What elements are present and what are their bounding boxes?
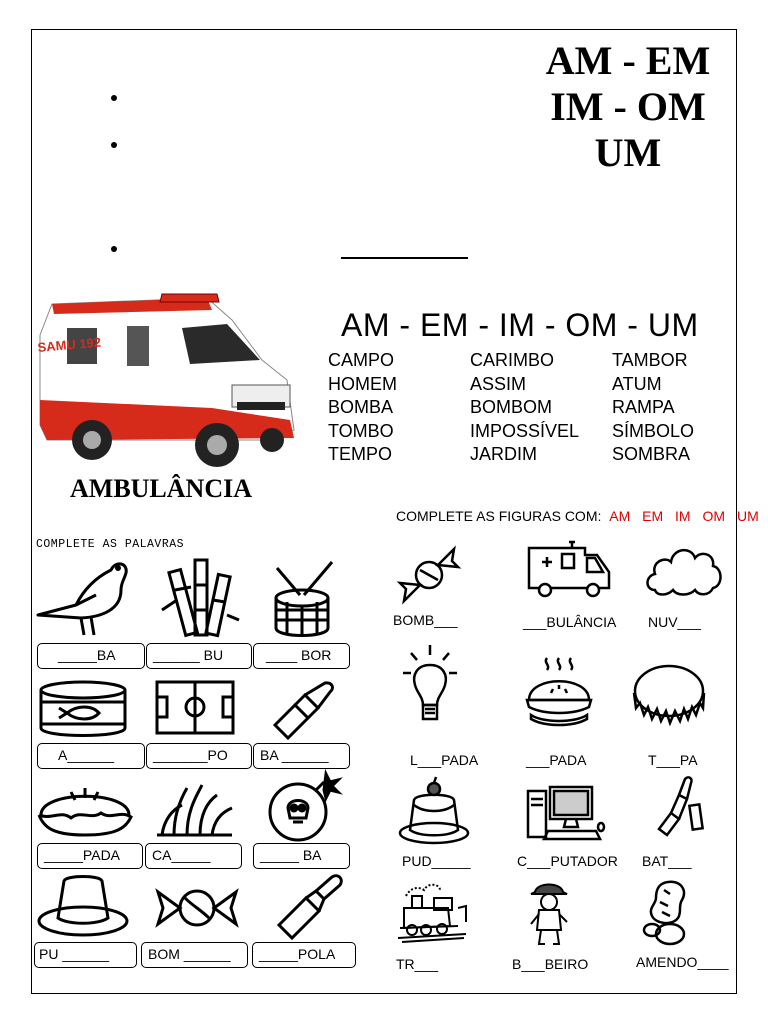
ambulance-plate: SAMU 192 (36, 334, 102, 355)
bullet-3 (111, 246, 117, 252)
tuna-can-icon (37, 680, 129, 740)
pudding-icon (398, 775, 470, 845)
figure-label: C___PUTADOR (517, 853, 618, 869)
firefighter-icon (527, 880, 572, 948)
answer-box[interactable] (37, 843, 143, 869)
word: RAMPA (612, 397, 675, 417)
word: TOMBO (328, 420, 394, 441)
bullet-1 (111, 95, 117, 101)
answer-text: _______PO (153, 747, 228, 763)
figure-label: ___BULÂNCIA (523, 614, 617, 630)
train-icon (398, 878, 468, 946)
figure-label: AMENDO____ (636, 954, 729, 970)
cloud-icon (643, 538, 725, 600)
answer-text: _____PADA (44, 847, 121, 863)
answer-box[interactable] (146, 743, 252, 769)
pudding-icon (36, 873, 131, 938)
candy-icon (153, 880, 241, 935)
word-column-2 (470, 349, 579, 467)
bullet-2 (111, 142, 117, 148)
word: HOMEM (328, 373, 397, 394)
computer-icon (526, 785, 604, 845)
figure-label: L___PADA (410, 752, 479, 768)
title-line-3: UM (594, 130, 662, 175)
word: BOMBA (328, 397, 394, 417)
figure-label: B___BEIRO (512, 956, 589, 972)
word: BOMBOM (470, 397, 553, 417)
ambulance-caption: AMBULÂNCIA (70, 474, 252, 503)
word: CARIMBO (470, 350, 555, 370)
figure-label: TR___ (396, 956, 439, 972)
answer-text: PU ______ (39, 946, 110, 962)
answer-box[interactable] (141, 942, 248, 968)
answer-box[interactable] (146, 643, 252, 669)
answer-text: ____ BOR (266, 647, 332, 663)
pigeon-icon (36, 555, 131, 640)
answer-text: _____BA (58, 647, 116, 663)
syllable-im: IM (675, 508, 691, 524)
syllable-um: UM (736, 508, 759, 524)
bomb-icon (268, 770, 343, 842)
bamboo-icon (157, 555, 242, 640)
lipstick-icon (655, 775, 707, 840)
figure-label: NUV___ (648, 614, 701, 630)
title-line-1: AM - EM (545, 38, 711, 83)
word-table-heading: AM - EM - IM - OM - UM (341, 307, 699, 343)
title-line-2: IM - OM (550, 84, 706, 129)
word-column-1 (328, 349, 397, 467)
word: ASSIM (470, 373, 527, 394)
answer-box[interactable] (253, 843, 350, 869)
answer-box[interactable] (253, 643, 350, 669)
ambulance-icon (527, 540, 612, 598)
grass-icon (152, 780, 237, 838)
answer-text: _____POLA (259, 946, 336, 962)
pie-icon (523, 655, 595, 735)
page-title (520, 38, 736, 176)
answer-box[interactable] (252, 942, 356, 968)
right-instruction (396, 508, 759, 524)
figure-label: T___PA (648, 752, 698, 768)
word: TAMBOR (612, 350, 688, 370)
figure-label: ___PADA (526, 752, 587, 768)
answer-text: BA ______ (260, 747, 329, 763)
answer-box[interactable] (37, 743, 145, 769)
figure-label: BAT___ (642, 853, 692, 869)
word: SOMBRA (612, 444, 691, 464)
word: IMPOSSÍVEL (470, 420, 580, 441)
right-instruction-text: COMPLETE AS FIGURAS COM: (396, 508, 602, 524)
answer-box[interactable] (37, 643, 145, 669)
figure-label: BOMB___ (393, 612, 458, 628)
syllable-am: AM (609, 508, 631, 524)
pie-icon (36, 780, 134, 838)
soccer-field-icon (155, 680, 235, 735)
syllable-em: EM (642, 508, 664, 524)
answer-box[interactable] (34, 942, 137, 968)
answer-box[interactable] (145, 843, 242, 869)
candy-icon (398, 545, 460, 605)
lipstick-icon (270, 680, 340, 740)
answer-box[interactable] (253, 743, 350, 769)
word: CAMPO (328, 350, 395, 370)
word: SÍMBOLO (612, 420, 695, 441)
answer-text: BOM ______ (148, 946, 231, 962)
figure-label: PUD_____ (402, 853, 471, 869)
word: ATUM (612, 373, 662, 394)
word-column-3 (612, 349, 694, 467)
bottle-cap-icon (630, 663, 708, 733)
ambulance-photo (32, 290, 297, 470)
blank-line (341, 257, 468, 259)
syllable-om: OM (702, 508, 726, 524)
left-instruction: COMPLETE AS PALAVRAS (36, 538, 185, 551)
peanut-icon (640, 878, 695, 946)
ampoule-icon (274, 873, 344, 938)
answer-text: CA_____ (152, 847, 211, 863)
word: TEMPO (328, 444, 393, 464)
light-bulb-icon (403, 643, 458, 728)
answer-text: ______ BU (153, 647, 224, 663)
word: JARDIM (470, 444, 537, 464)
drum-icon (272, 560, 337, 640)
answer-text: A______ (58, 747, 115, 763)
answer-text: _____ BA (260, 847, 322, 863)
